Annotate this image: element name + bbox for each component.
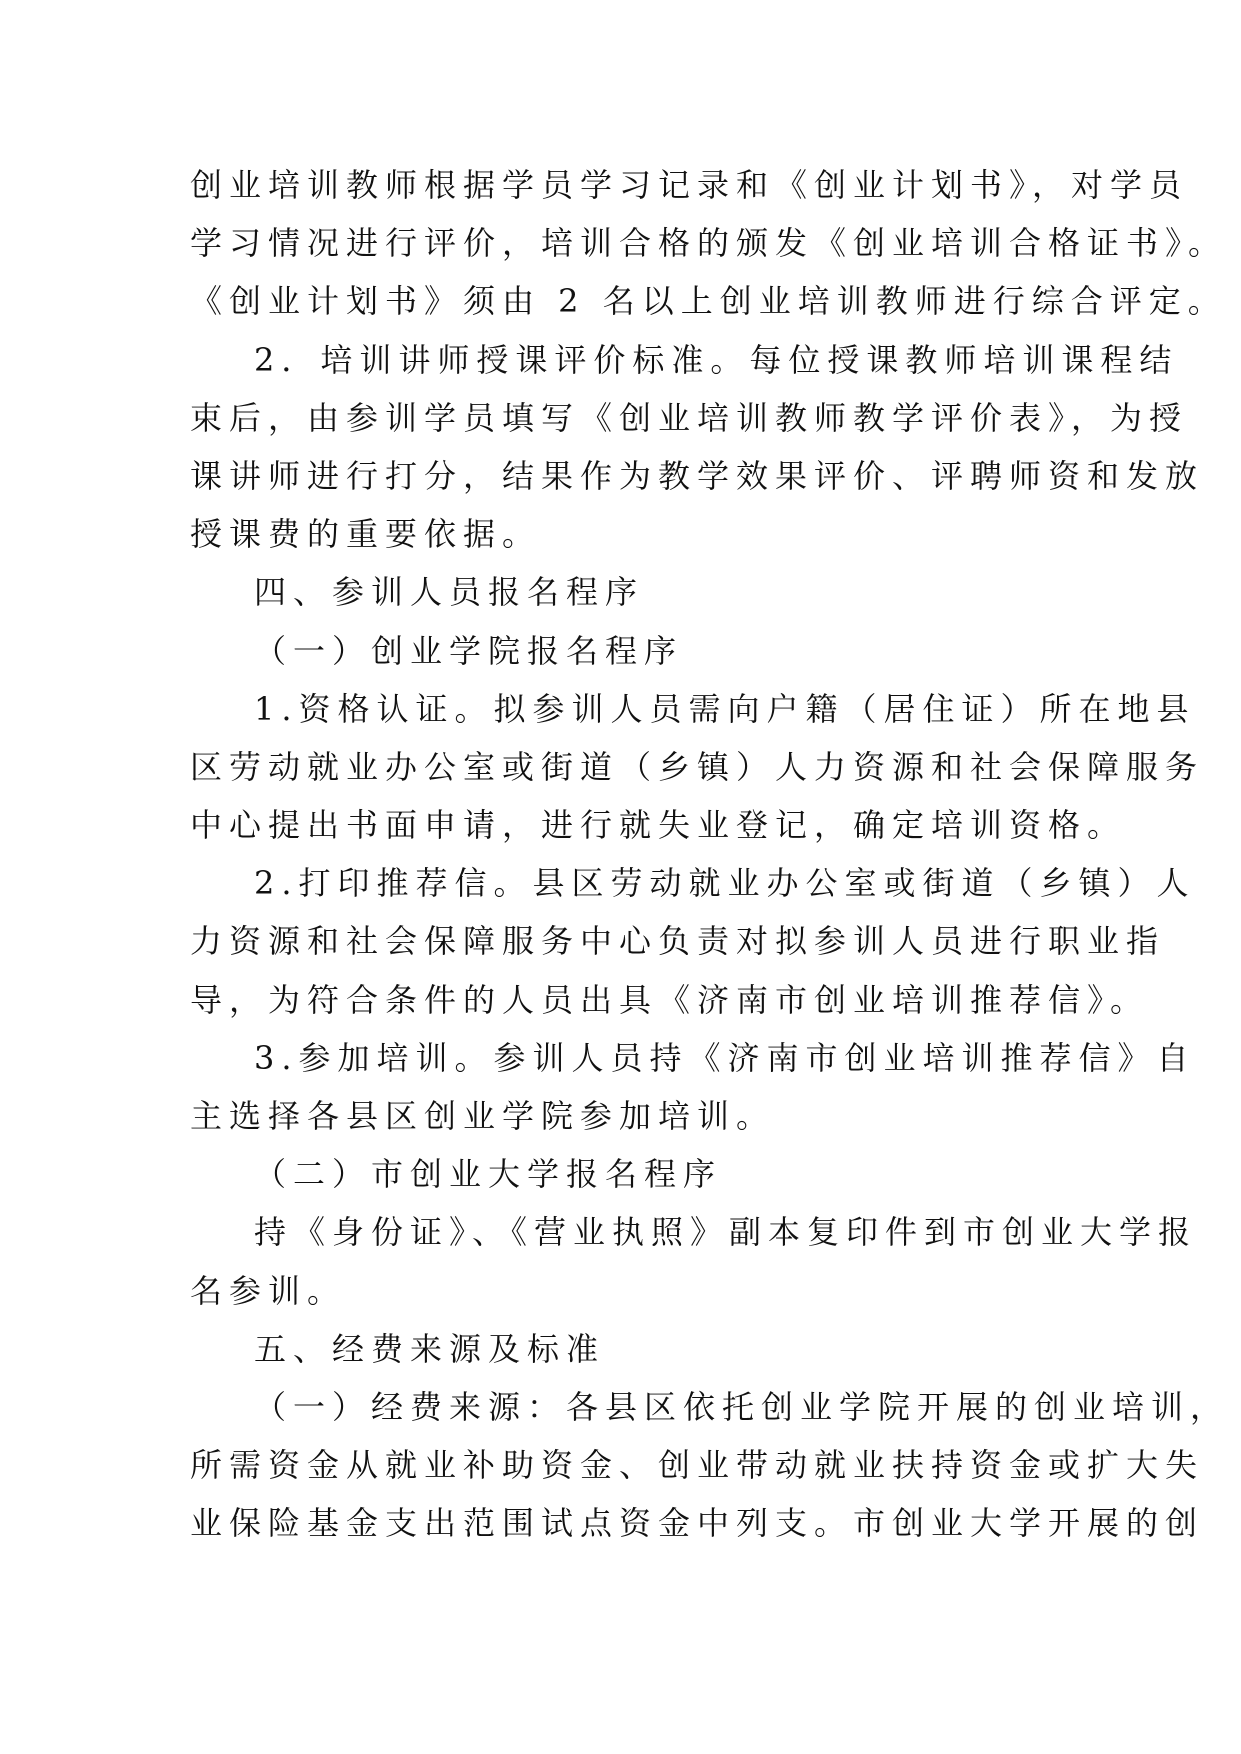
text-line: 束后，由参训学员填写《创业培训教师教学评价表》，为授 <box>190 398 1189 437</box>
text-line: 持《身份证》、《营业执照》副本复印件到市创业大学报 <box>254 1213 1198 1252</box>
text-line: 学习情况进行评价，培训合格的颁发《创业培训合格证书》。 <box>190 224 1228 263</box>
section-heading: 五、经费来源及标准 <box>254 1329 606 1368</box>
text-line: 《创业计划书》须由 2 名以上创业培训教师进行综合评定。 <box>190 282 1227 321</box>
text-line: 区劳动就业办公室或街道（乡镇）人力资源和社会保障服务 <box>190 747 1205 786</box>
text-line: 1.资格认证。拟参训人员需向户籍（居住证）所在地县 <box>254 689 1196 728</box>
text-line: （一）经费来源：各县区依托创业学院开展的创业培训， <box>254 1387 1230 1426</box>
text-line: 导，为符合条件的人员出具《济南市创业培训推荐信》。 <box>190 980 1150 1019</box>
text-line: 业保险基金支出范围试点资金中列支。市创业大学开展的创 <box>190 1504 1205 1543</box>
text-line: 主选择各县区创业学院参加培训。 <box>190 1097 776 1135</box>
text-line: 2．培训讲师授课评价标准。每位授课教师培训课程结 <box>254 340 1179 379</box>
text-line: 名参训。 <box>190 1271 347 1310</box>
text-line: 课讲师进行打分，结果作为教学效果评价、评聘师资和发放 <box>190 456 1205 495</box>
section-heading: 四、参训人员报名程序 <box>254 573 645 612</box>
text-line: 3.参加培训。参训人员持《济南市创业培训推荐信》自 <box>254 1038 1196 1077</box>
text-line: 创业培训教师根据学员学习记录和《创业计划书》，对学员 <box>190 166 1189 204</box>
text-line: 所需资金从就业补助资金、创业带动就业扶持资金或扩大失 <box>190 1446 1205 1485</box>
text-line: 力资源和社会保障服务中心负责对拟参训人员进行职业指 <box>190 922 1166 961</box>
text-line: 中心提出书面申请，进行就失业登记，确定培训资格。 <box>190 806 1127 845</box>
subsection-heading: （一）创业学院报名程序 <box>254 631 684 670</box>
text-line: 授课费的重要依据。 <box>190 515 542 554</box>
document-body <box>190 156 1230 1553</box>
text-line: 2.打印推荐信。县区劳动就业办公室或街道（乡镇）人 <box>254 864 1196 903</box>
subsection-heading: （二）市创业大学报名程序 <box>254 1155 723 1194</box>
